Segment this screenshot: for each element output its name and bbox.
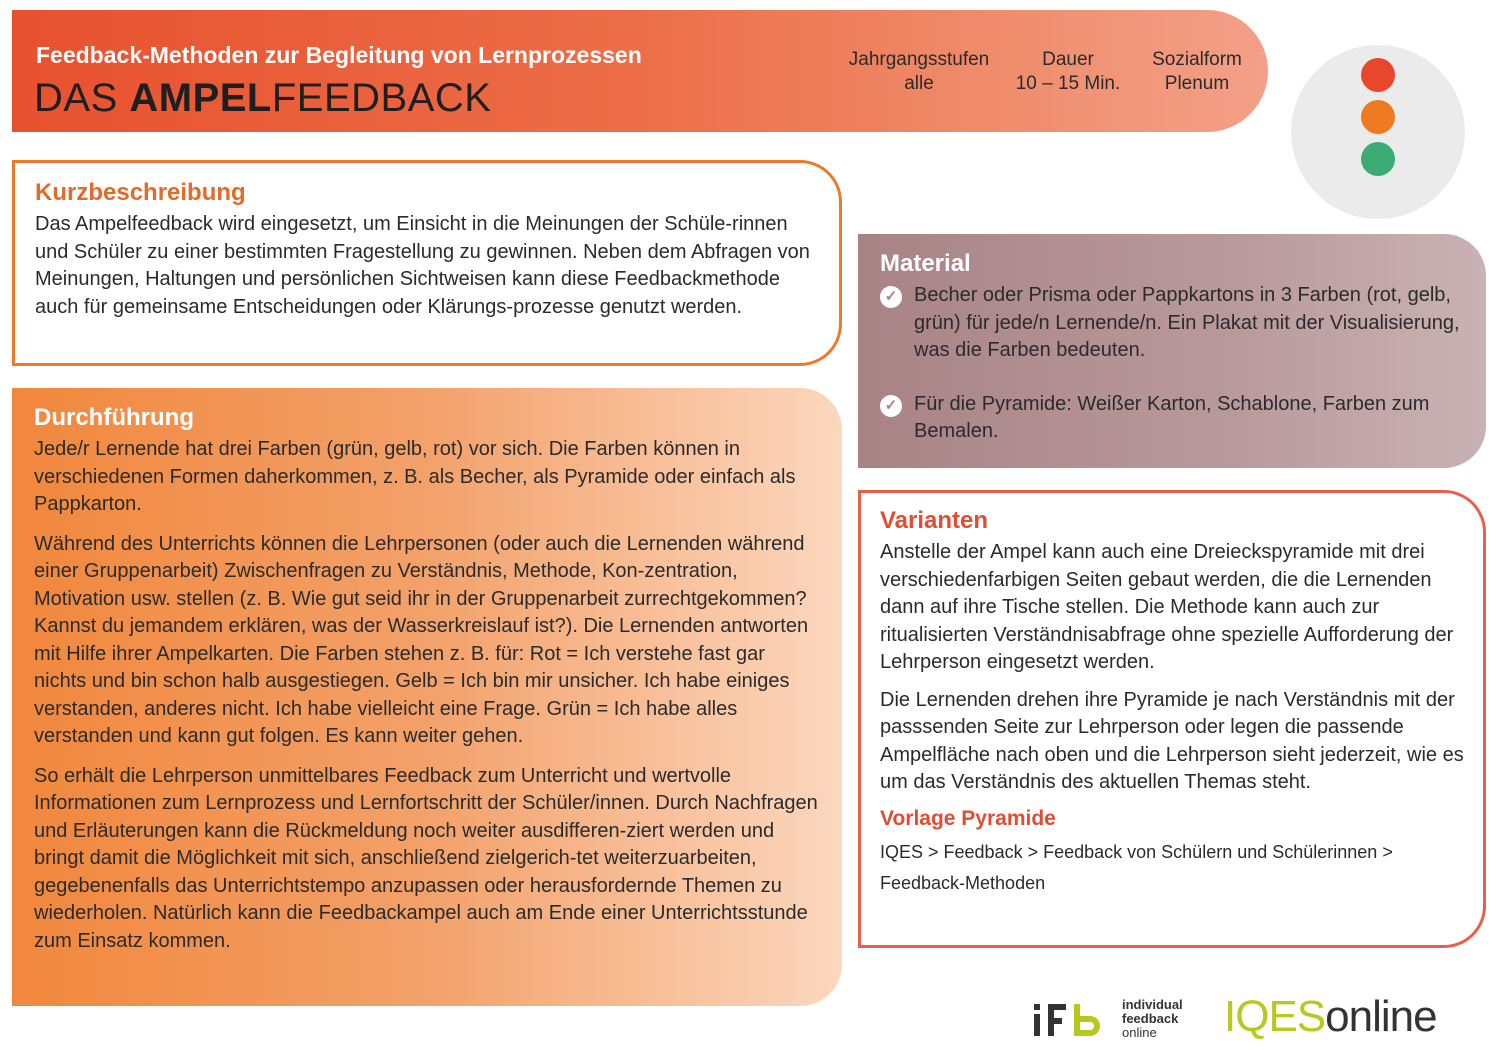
page-subtitle: Feedback-Methoden zur Begleitung von Lernprozessen [36,42,642,68]
meta-sozialform [1140,48,1254,96]
iqes-logo-part2: online [1325,992,1437,1041]
material-heading: Material [880,250,971,277]
ifb-line2: feedback [1122,1011,1179,1026]
varianten-paragraph: Die Lernenden drehen ihre Pyramide je nach Verständnis mit der passsenden Seite zur Lehrperson oder legen die passende Ampelfläche nach oben und die Lehrperson sieht jederzeit, wie es um das Verständnis des aktuellen Themas steht. [880,688,1464,793]
kurzbeschreibung-box [12,160,842,366]
durchfuehrung-box [12,388,842,1006]
kurzbeschreibung-text: Das Ampelfeedback wird eingesetzt, um Einsicht in die Meinungen der Schüle-rinnen und Schüler zu einer bestimmten Fragestellung zu gewinnen. Neben dem Abfragen von Meinungen, Haltungen und persönlichen Sichtweisen kann diese Feedbackmethode auch für gemeinsame Entscheidungen oder Klärungs-prozesse genutzt werden. [35,213,810,318]
meta-dauer [1002,48,1134,96]
material-item-text: Becher oder Prisma oder Pappkartons in 3 Farben (rot, gelb, grün) für jede/n Lernende/n. Ein Plakat mit der Visualisierung, was die Farben bedeuten. [914,284,1460,361]
material-item [880,391,1464,446]
check-circle-icon: ✓ [880,395,902,417]
meta-label: Sozialform [1152,49,1242,70]
meta-label: Jahrgangsstufen [848,49,990,70]
iqes-online-logo [1224,992,1437,1042]
material-box [858,234,1486,468]
meta-value: alle [904,73,934,94]
material-item [880,282,1464,365]
title-suffix: FEEDBACK [271,76,492,120]
vorlage-heading: Vorlage Pyramide [880,806,1056,830]
meta-value: 10 – 15 Min. [1015,73,1121,94]
header-banner [12,10,1268,132]
ifb-logo-icon [1032,1000,1112,1040]
durchfuehrung-paragraph: So erhält die Lehrperson unmittelbares Feedback zum Unterricht und wertvolle Informationen zum Lernprozess und Lernfortschritt der Schüler/innen. Durch Nachfragen und Erläuterungen kann die Rückmeldung noch weiter ausdifferen-ziert werden und bringt damit die Möglichkeit mit sich, anschließend zielgerich-tet weiterzuarbeiten, gegebenenfalls das Unterrichtstempo anzupassen oder herausfordernde Themen zu wiederholen. Natürlich kann die Feedbackampel auch am Ende einer Unterrichtsstunde zum Einsatz kommen. [34,764,818,952]
title-bold: AMPEL [129,76,272,120]
iqes-logo-part1: IQES [1224,992,1326,1041]
ifb-line3: online [1122,1025,1157,1040]
vorlage-path: IQES > Feedback > Feedback von Schülern und Schülerinnen > Feedback-Methoden [880,841,1393,893]
varianten-box [858,490,1486,948]
durchfuehrung-paragraph: Während des Unterrichts können die Lehrpersonen (oder auch die Lernenden während einer Gruppenarbeit) Zwischenfragen zu Verständnis, Methode, Kon-zentration, Motivation usw. stellen (z. B. Wie gut seid ihr in der Gruppenarbeit zurrechtgekommen? Kannst du jemandem erklären, was der Wasserkreislauf ist?). Die Lernenden antworten mit Hilfe ihrer Ampelkarten. Die Farben stehen z. B. für: Rot = Ich verstehe fast gar nichts und bin schon halb ausgestiegen. Gelb = Ich bin mir unsicher. Ich habe einiges verstanden, anderes nicht. Ich habe vielleicht eine Frage. Grün = Ich habe alles verstanden und kann gut folgen. Es kann weiter gehen. [34,532,809,747]
material-item-text: Für die Pyramide: Weißer Karton, Schablone, Farben zum Bemalen. [914,392,1430,442]
durchfuehrung-heading: Durchführung [34,404,194,431]
orange-light-icon [1361,100,1395,134]
title-prefix: DAS [34,76,130,120]
meta-value: Plenum [1164,73,1230,94]
check-circle-icon: ✓ [880,286,902,308]
varianten-paragraph: Anstelle der Ampel kann auch eine Dreieckspyramide mit drei verschiedenfarbigen Seiten gebaut werden, die die Lernenden dann auf ihre Tische stellen. Die Methode kann auch zur ritualisierten Verständnisabfrage ohne spezielle Aufforderung der Lehrperson eingesetzt werden. [880,541,1454,673]
kurzbeschreibung-heading: Kurzbeschreibung [35,179,246,206]
durchfuehrung-paragraph: Jede/r Lernende hat drei Farben (grün, gelb, rot) vor sich. Die Farben können in verschiedenen Formen daherkommen, z. B. als Becher, als Pyramide oder einfach als Pappkarton. [34,438,796,515]
traffic-light-icon [1291,45,1465,219]
ifb-logo-text [1122,998,1183,1040]
meta-jahrgangsstufen [840,48,998,96]
meta-label: Dauer [1042,49,1094,70]
page-title [34,76,491,121]
red-light-icon [1361,58,1395,92]
green-light-icon [1361,142,1395,176]
ifb-line1: individual [1122,997,1183,1012]
ifb-logo [1032,996,1212,1044]
varianten-heading: Varianten [880,507,989,534]
